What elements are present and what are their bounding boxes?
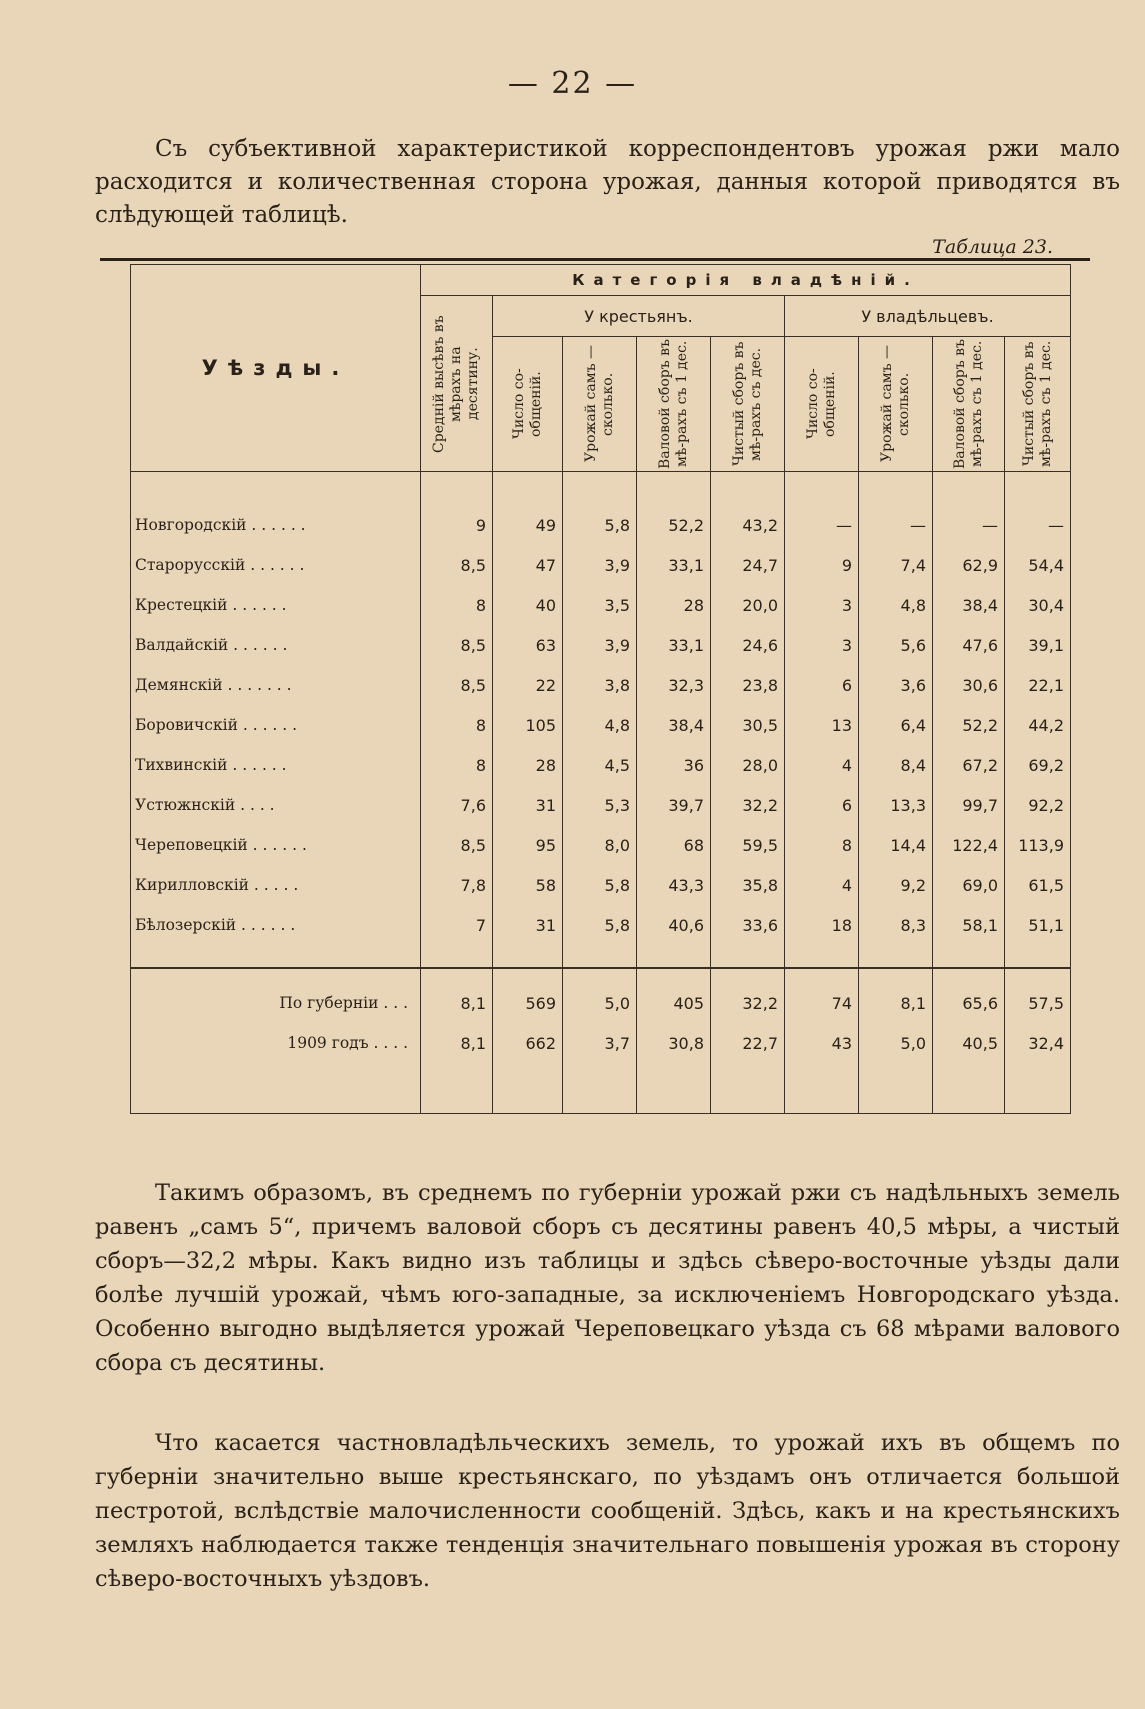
table-cell: 31	[493, 905, 563, 945]
table-cell: 14,4	[859, 825, 933, 865]
table-cell: 8,0	[563, 825, 637, 865]
table-cell: 8,4	[859, 745, 933, 785]
paragraph-private-lands: Что касается частновладѣльческихъ земель, то урожай ихъ въ общемъ по губерніи значительно выше крестьянскаго, по уѣздамъ онъ отличается большой пестротой, вслѣдствіе малочисленности сообщеній. Здѣсь, какъ и на крестьянскихъ земляхъ наблюдается также тенденція значительнаго повышенія урожая въ сторону сѣверо-восточныхъ уѣздовъ.	[95, 1430, 1120, 1592]
row-label: Боровичскій . . . . . .	[131, 705, 421, 745]
table-cell: 5,6	[859, 625, 933, 665]
table-cell: 43,3	[637, 865, 711, 905]
table-cell: 7	[421, 905, 493, 945]
table-cell: 105	[493, 705, 563, 745]
table-cell: 59,5	[711, 825, 785, 865]
gap-row	[131, 968, 1071, 983]
intro-paragraph: Съ субъективной характеристикой корреспондентовъ урожая ржи мало расходится и количественная сторона урожая, данныя которой приводятся въ слѣдующей таблицѣ.	[95, 136, 1120, 228]
table-caption: Таблица 23.	[932, 236, 1053, 258]
table-cell: 38,4	[637, 705, 711, 745]
table-cell: 6	[785, 665, 859, 705]
total-row	[131, 983, 1071, 1023]
table-cell: 4,8	[859, 585, 933, 625]
row-label: Тихвинскій . . . . . .	[131, 745, 421, 785]
page-number: — 22 —	[507, 66, 638, 101]
table-cell: 28,0	[711, 745, 785, 785]
table-cell: 43,2	[711, 505, 785, 545]
table-cell: 63	[493, 625, 563, 665]
table-cell: 31	[493, 785, 563, 825]
table-cell: 54,4	[1005, 545, 1071, 585]
table-cell: 7,4	[859, 545, 933, 585]
table-cell: 24,7	[711, 545, 785, 585]
table-cell: 22	[493, 665, 563, 705]
table-cell: 69,2	[1005, 745, 1071, 785]
table-row	[131, 625, 1071, 665]
table-cell: 7,8	[421, 865, 493, 905]
table-cell: 30,8	[637, 1023, 711, 1063]
table-cell: 32,4	[1005, 1023, 1071, 1063]
col-reports: Число со-общеній.	[493, 337, 563, 472]
table-cell: 5,8	[563, 905, 637, 945]
table-cell: 33,6	[711, 905, 785, 945]
table-cell: 8,3	[859, 905, 933, 945]
table-cell: 36	[637, 745, 711, 785]
table-cell: 8	[421, 745, 493, 785]
table-cell: 122,4	[933, 825, 1005, 865]
table-cell: 9	[785, 545, 859, 585]
table-cell: 28	[637, 585, 711, 625]
row-label: По губерніи . . .	[131, 983, 421, 1023]
table-cell: 39,7	[637, 785, 711, 825]
table-cell: 33,1	[637, 545, 711, 585]
category-header: Категорія владѣній.	[421, 265, 1071, 296]
table-cell: 8,5	[421, 545, 493, 585]
table-cell: 49	[493, 505, 563, 545]
table-cell: 18	[785, 905, 859, 945]
table-cell: 5,3	[563, 785, 637, 825]
table-cell: 39,1	[1005, 625, 1071, 665]
table-cell: 62,9	[933, 545, 1005, 585]
table-cell: 569	[493, 983, 563, 1023]
table-cell: 4,8	[563, 705, 637, 745]
row-label: Старорусскій . . . . . .	[131, 545, 421, 585]
col-avg-sowing: Средній высѣвъ въ мѣрахъ на десятину.	[421, 296, 493, 472]
table-row	[131, 905, 1071, 945]
table-cell: 44,2	[1005, 705, 1071, 745]
table-top-rule	[100, 258, 1090, 261]
col-net-owners: Чистый сборъ въ мѣ-рахъ съ 1 дес.	[1005, 337, 1071, 472]
table-cell: 5,8	[563, 865, 637, 905]
table-cell: 40,5	[933, 1023, 1005, 1063]
total-row	[131, 1023, 1071, 1063]
table-cell: 69,0	[933, 865, 1005, 905]
table-cell: 4	[785, 745, 859, 785]
col-reports-owners: Число со-общеній.	[785, 337, 859, 472]
row-label: Новгородскій . . . . . .	[131, 505, 421, 545]
harvest-table	[130, 264, 1071, 1114]
table-cell: —	[1005, 505, 1071, 545]
table-row	[131, 665, 1071, 705]
group-peasants: У крестьянъ.	[493, 296, 785, 337]
table-cell: 38,4	[933, 585, 1005, 625]
table-cell: 74	[785, 983, 859, 1023]
table-cell: 28	[493, 745, 563, 785]
table-cell: 40	[493, 585, 563, 625]
table-cell: 662	[493, 1023, 563, 1063]
row-label: Демянскій . . . . . . .	[131, 665, 421, 705]
table-cell: 13	[785, 705, 859, 745]
table-cell: 3,5	[563, 585, 637, 625]
table-row	[131, 545, 1071, 585]
table-cell: 30,4	[1005, 585, 1071, 625]
table-cell: 4	[785, 865, 859, 905]
table-cell: 3,8	[563, 665, 637, 705]
table-cell: 13,3	[859, 785, 933, 825]
table-cell: 47,6	[933, 625, 1005, 665]
col-yield-owners: Урожай самъ — сколько.	[859, 337, 933, 472]
table-cell: —	[859, 505, 933, 545]
row-label: Валдайскій . . . . . .	[131, 625, 421, 665]
row-label: Череповецкій . . . . . .	[131, 825, 421, 865]
table-cell: 95	[493, 825, 563, 865]
table-cell: 52,2	[933, 705, 1005, 745]
col-gross: Валовой сборъ въ мѣ-рахъ съ 1 дес.	[637, 337, 711, 472]
table-cell: 52,2	[637, 505, 711, 545]
table-cell: 3,7	[563, 1023, 637, 1063]
col-gross-owners: Валовой сборъ въ мѣ-рахъ съ 1 дес.	[933, 337, 1005, 472]
uezd-header: Уѣзды.	[131, 265, 421, 472]
row-label: Крестецкій . . . . . .	[131, 585, 421, 625]
table-cell: 35,8	[711, 865, 785, 905]
table-cell: 92,2	[1005, 785, 1071, 825]
table-cell: 32,3	[637, 665, 711, 705]
table-row	[131, 865, 1071, 905]
table-cell: 3	[785, 585, 859, 625]
table-cell: 8,1	[421, 983, 493, 1023]
paragraph-summary: Такимъ образомъ, въ среднемъ по губерніи урожай ржи съ надѣльныхъ земель равенъ „самъ 5“, причемъ валовой сборъ съ десятины равенъ 40,5 мѣры, а чистый сборъ—32,2 мѣры. Какъ видно изъ таблицы и здѣсь сѣверо-восточные уѣзды дали болѣе лучшій урожай, чѣмъ юго-западные, за исключеніемъ Новгородскаго уѣзда. Особенно выгодно выдѣляется урожай Череповецкаго уѣзда съ 68 мѣрами валового сбора съ десятины.	[95, 1180, 1120, 1376]
table-cell: 3,6	[859, 665, 933, 705]
table-cell: 4,5	[563, 745, 637, 785]
row-label: Кирилловскій . . . . .	[131, 865, 421, 905]
col-yield: Урожай самъ — сколько.	[563, 337, 637, 472]
table-cell: 8,5	[421, 625, 493, 665]
table-cell: 8	[785, 825, 859, 865]
table-cell: 9	[421, 505, 493, 545]
group-owners: У владѣльцевъ.	[785, 296, 1071, 337]
row-label: Устюжнскій . . . .	[131, 785, 421, 825]
table-row	[131, 505, 1071, 545]
table-cell: 65,6	[933, 983, 1005, 1023]
table-cell: 6	[785, 785, 859, 825]
table-row	[131, 745, 1071, 785]
table-cell: 43	[785, 1023, 859, 1063]
table-cell: 47	[493, 545, 563, 585]
table-row	[131, 585, 1071, 625]
table-row	[131, 705, 1071, 745]
table-cell: 8	[421, 705, 493, 745]
table-cell: 32,2	[711, 785, 785, 825]
table-body	[131, 472, 1071, 1114]
table-cell: 24,6	[711, 625, 785, 665]
table-cell: 67,2	[933, 745, 1005, 785]
table-cell: 23,8	[711, 665, 785, 705]
table-cell: 8,5	[421, 825, 493, 865]
table-row	[131, 785, 1071, 825]
table-cell: 32,2	[711, 983, 785, 1023]
table-cell: 8,1	[421, 1023, 493, 1063]
separator-row	[131, 945, 1071, 968]
table-cell: 57,5	[1005, 983, 1071, 1023]
col-net: Чистый сборъ въ мѣ-рахъ съ дес.	[711, 337, 785, 472]
table-cell: 3,9	[563, 545, 637, 585]
spacer-row	[131, 472, 1071, 506]
table-cell: 61,5	[1005, 865, 1071, 905]
table-cell: 7,6	[421, 785, 493, 825]
table-cell: 8,1	[859, 983, 933, 1023]
table-cell: 405	[637, 983, 711, 1023]
table-cell: 30,6	[933, 665, 1005, 705]
row-label: 1909 годъ . . . .	[131, 1023, 421, 1063]
table-cell: 68	[637, 825, 711, 865]
table-cell: 20,0	[711, 585, 785, 625]
table-cell: 6,4	[859, 705, 933, 745]
table-cell: 8,5	[421, 665, 493, 705]
table-cell: 22,7	[711, 1023, 785, 1063]
table-cell: 9,2	[859, 865, 933, 905]
table-cell: 22,1	[1005, 665, 1071, 705]
table-cell: 8	[421, 585, 493, 625]
table-cell: 5,8	[563, 505, 637, 545]
table-cell: 3	[785, 625, 859, 665]
table-cell: 5,0	[859, 1023, 933, 1063]
table-cell: 51,1	[1005, 905, 1071, 945]
table-cell: 5,0	[563, 983, 637, 1023]
table-cell: 33,1	[637, 625, 711, 665]
table-cell: 99,7	[933, 785, 1005, 825]
row-label: Бѣлозерскій . . . . . .	[131, 905, 421, 945]
table-row	[131, 825, 1071, 865]
table-cell: —	[933, 505, 1005, 545]
table-cell: —	[785, 505, 859, 545]
table-cell: 58,1	[933, 905, 1005, 945]
tail-row	[131, 1063, 1071, 1114]
table-cell: 40,6	[637, 905, 711, 945]
table-cell: 3,9	[563, 625, 637, 665]
table-cell: 58	[493, 865, 563, 905]
table-cell: 30,5	[711, 705, 785, 745]
table-cell: 113,9	[1005, 825, 1071, 865]
